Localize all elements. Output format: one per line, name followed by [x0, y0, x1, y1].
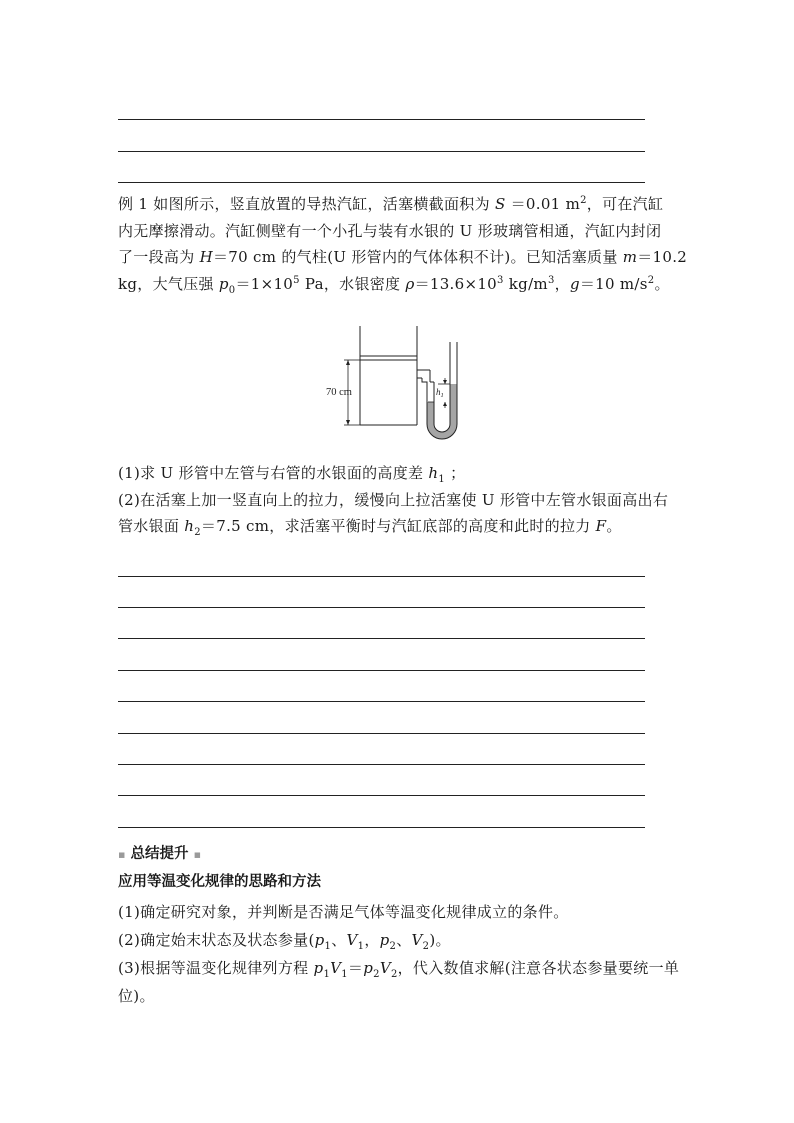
example-text: ，: [554, 274, 570, 293]
question-text: 管水银面: [118, 517, 185, 535]
superscript: 3: [497, 274, 504, 286]
example-line-3: [118, 244, 688, 271]
symbol-p: p: [379, 931, 390, 949]
example-text: ＝1×10: [235, 274, 294, 293]
piston: [360, 356, 417, 360]
step-text: ，代入数值求解(注意各状态参量要统一单: [397, 959, 680, 977]
example-text: ＝70 cm 的气柱(U 形管内的气体体积不计)。已知活塞质量: [212, 248, 623, 266]
summary-step-2: [118, 926, 678, 954]
subscript: 2: [194, 527, 201, 538]
superscript: 2: [580, 195, 587, 206]
summary-subtitle: 应用等温变化规律的思路和方法: [118, 874, 321, 890]
answer-line: [118, 827, 645, 828]
subscript: 1: [323, 969, 331, 980]
example-text: kg，大气压强: [118, 274, 219, 293]
example-line-4: [118, 271, 678, 298]
heading-dot-right: ▪: [193, 848, 202, 861]
symbol-S: S: [494, 195, 506, 213]
questions: [118, 460, 678, 540]
symbol-h: h: [184, 517, 195, 535]
h1-arrowhead-bottom: [443, 402, 447, 406]
example-text: 如图所示，竖直放置的导热汽缸，活塞横截面积为: [148, 195, 495, 213]
answer-line: [118, 701, 645, 702]
symbol-p: p: [363, 959, 374, 977]
subscript: 1: [438, 474, 446, 485]
subscript: 1: [324, 941, 332, 952]
subscript: 1: [357, 941, 365, 952]
answer-line: [118, 576, 645, 577]
answer-line: [118, 607, 645, 608]
example-text: Pa，水银密度: [299, 274, 406, 293]
answer-line: [118, 795, 645, 796]
subscript: 2: [389, 941, 397, 952]
example-text: ，可在汽缸: [586, 195, 664, 213]
subscript: 2: [373, 969, 380, 980]
question-text: (1)求 U 形管中左管与右管的水银面的高度差: [118, 464, 429, 482]
heading-dot-left: ▪: [118, 848, 126, 861]
symbol-rho: ρ: [405, 274, 415, 293]
dimension-arrow-bottom: [346, 420, 350, 425]
answer-line: [118, 182, 645, 183]
symbol-H: H: [199, 248, 213, 266]
example-line-2: 内无摩擦滑动。汽缸侧壁有一个小孔与装有水银的 U 形玻璃管相通，汽缸内封闭: [118, 221, 662, 240]
separator: 、: [331, 931, 347, 949]
symbol-V: V: [411, 931, 423, 949]
h1-arrowhead-top: [443, 380, 447, 384]
example-text: 了一段高为: [118, 248, 200, 266]
subscript: 2: [422, 941, 430, 952]
dimension-arrow-top: [346, 360, 350, 365]
subscript: 1: [341, 969, 348, 980]
superscript: 3: [547, 274, 555, 286]
symbol-p: p: [313, 959, 324, 977]
separator: 、: [396, 931, 412, 949]
equals: ＝: [347, 959, 364, 977]
example-label: 例 1: [118, 195, 149, 213]
symbol-F: F: [595, 517, 607, 535]
example-line-1: [118, 191, 678, 218]
summary-heading: [118, 842, 201, 863]
example-text: ＝13.6×10: [414, 274, 498, 293]
summary-step-3-cont: 位)。: [118, 987, 155, 1005]
symbol-V: V: [379, 959, 391, 977]
heading-text: 总结提升: [130, 846, 189, 862]
question-1: [118, 460, 678, 487]
subscript: 0: [228, 284, 236, 296]
symbol-p: p: [218, 274, 229, 293]
example-text: kg/m: [503, 274, 548, 293]
height-label: 70 cm: [326, 387, 352, 398]
h1-label: $h_1$: [436, 387, 444, 399]
answer-line: [118, 733, 645, 734]
example-text: ＝0.01 m: [505, 195, 581, 213]
example-text: 。: [654, 274, 670, 293]
answer-line: [118, 151, 645, 152]
example-text: ＝10.2: [637, 248, 688, 266]
question-text: 。: [606, 517, 622, 535]
step-text: )。: [429, 931, 451, 949]
example-problem: [118, 191, 688, 297]
step-text: (3)根据等温变化规律列方程: [118, 959, 314, 977]
step-text: (2)确定始末状态及状态参量(: [118, 931, 315, 949]
cylinder-u-tube-figure: [320, 322, 490, 457]
apparatus-diagram: [320, 322, 490, 457]
question-2-line-2: [118, 513, 678, 540]
example-text: ＝10 m/s: [579, 274, 648, 293]
symbol-h: h: [428, 464, 439, 482]
answer-line: [118, 764, 645, 765]
subscript: 2: [390, 969, 398, 980]
answer-line: [118, 119, 645, 120]
question-text: ；: [445, 464, 466, 482]
answer-line: [118, 670, 645, 671]
answer-line: [118, 638, 645, 639]
separator: ，: [364, 931, 380, 949]
question-2-line-1: (2)在活塞上加一竖直向上的拉力，缓慢向上拉活塞使 U 形管中左管水银面高出右: [118, 490, 669, 509]
symbol-V: V: [346, 931, 358, 949]
summary-step-1: (1)确定研究对象，并判断是否满足气体等温变化规律成立的条件。: [118, 903, 569, 921]
superscript: 5: [293, 274, 300, 286]
superscript: 2: [647, 274, 655, 286]
summary-steps: [118, 898, 678, 1010]
summary-step-3: [118, 954, 678, 982]
symbol-V: V: [330, 959, 342, 977]
symbol-p: p: [314, 931, 325, 949]
question-text: ＝7.5 cm，求活塞平衡时与汽缸底部的高度和此时的拉力: [200, 517, 596, 535]
symbol-m: m: [622, 248, 638, 266]
symbol-g: g: [569, 274, 580, 293]
